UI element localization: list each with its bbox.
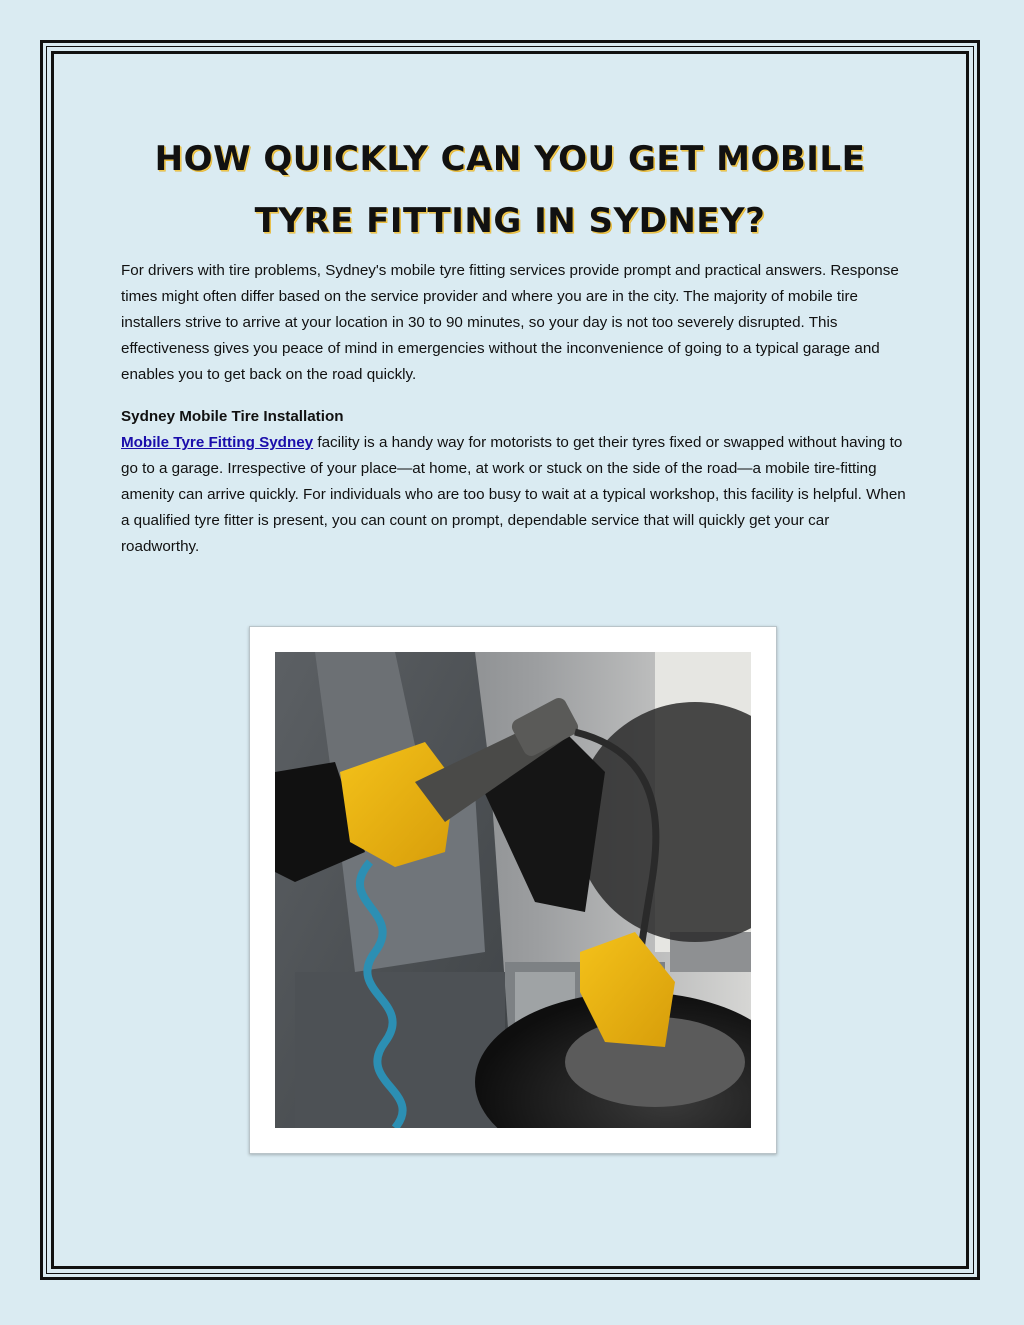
section-installation bbox=[121, 404, 911, 560]
section-heading: Sydney Mobile Tire Installation bbox=[121, 408, 344, 425]
mobile-tyre-fitting-link[interactable]: Mobile Tyre Fitting Sydney bbox=[121, 434, 314, 451]
photo-frame bbox=[249, 626, 777, 1154]
mechanic-inflating-tyre-photo bbox=[275, 652, 751, 1128]
page-title: HOW QUICKLY CAN YOU GET MOBILE TYRE FITTING IN SYDNEY? bbox=[154, 139, 866, 241]
intro-paragraph: For drivers with tire problems, Sydney's mobile tyre fitting services provide prompt and practical answers. Response times might often differ based on the service provider and where you are in the city. The majority of mobile tire installers strive to arrive at your location in 30 to 90 minutes, so your day is not too severely disrupted. This effectiveness gives you peace of mind in emergencies without the inconvenience of going to a typical garage and enables you to get back on the road quickly. bbox=[121, 262, 899, 383]
section-paragraph bbox=[121, 430, 911, 560]
section-paragraph-text: facility is a handy way for motorists to get their tyres fixed or swapped without having to go to a garage. Irrespective of your place—at home, at work or stuck on the side of the road—a mobile tire-fitting amenity can arrive quickly. For individuals who are too busy to wait at a typical workshop, this facility is helpful. When a qualified tyre fitter is present, you can count on prompt, dependable service that will quickly get your car roadworthy. bbox=[121, 434, 906, 555]
